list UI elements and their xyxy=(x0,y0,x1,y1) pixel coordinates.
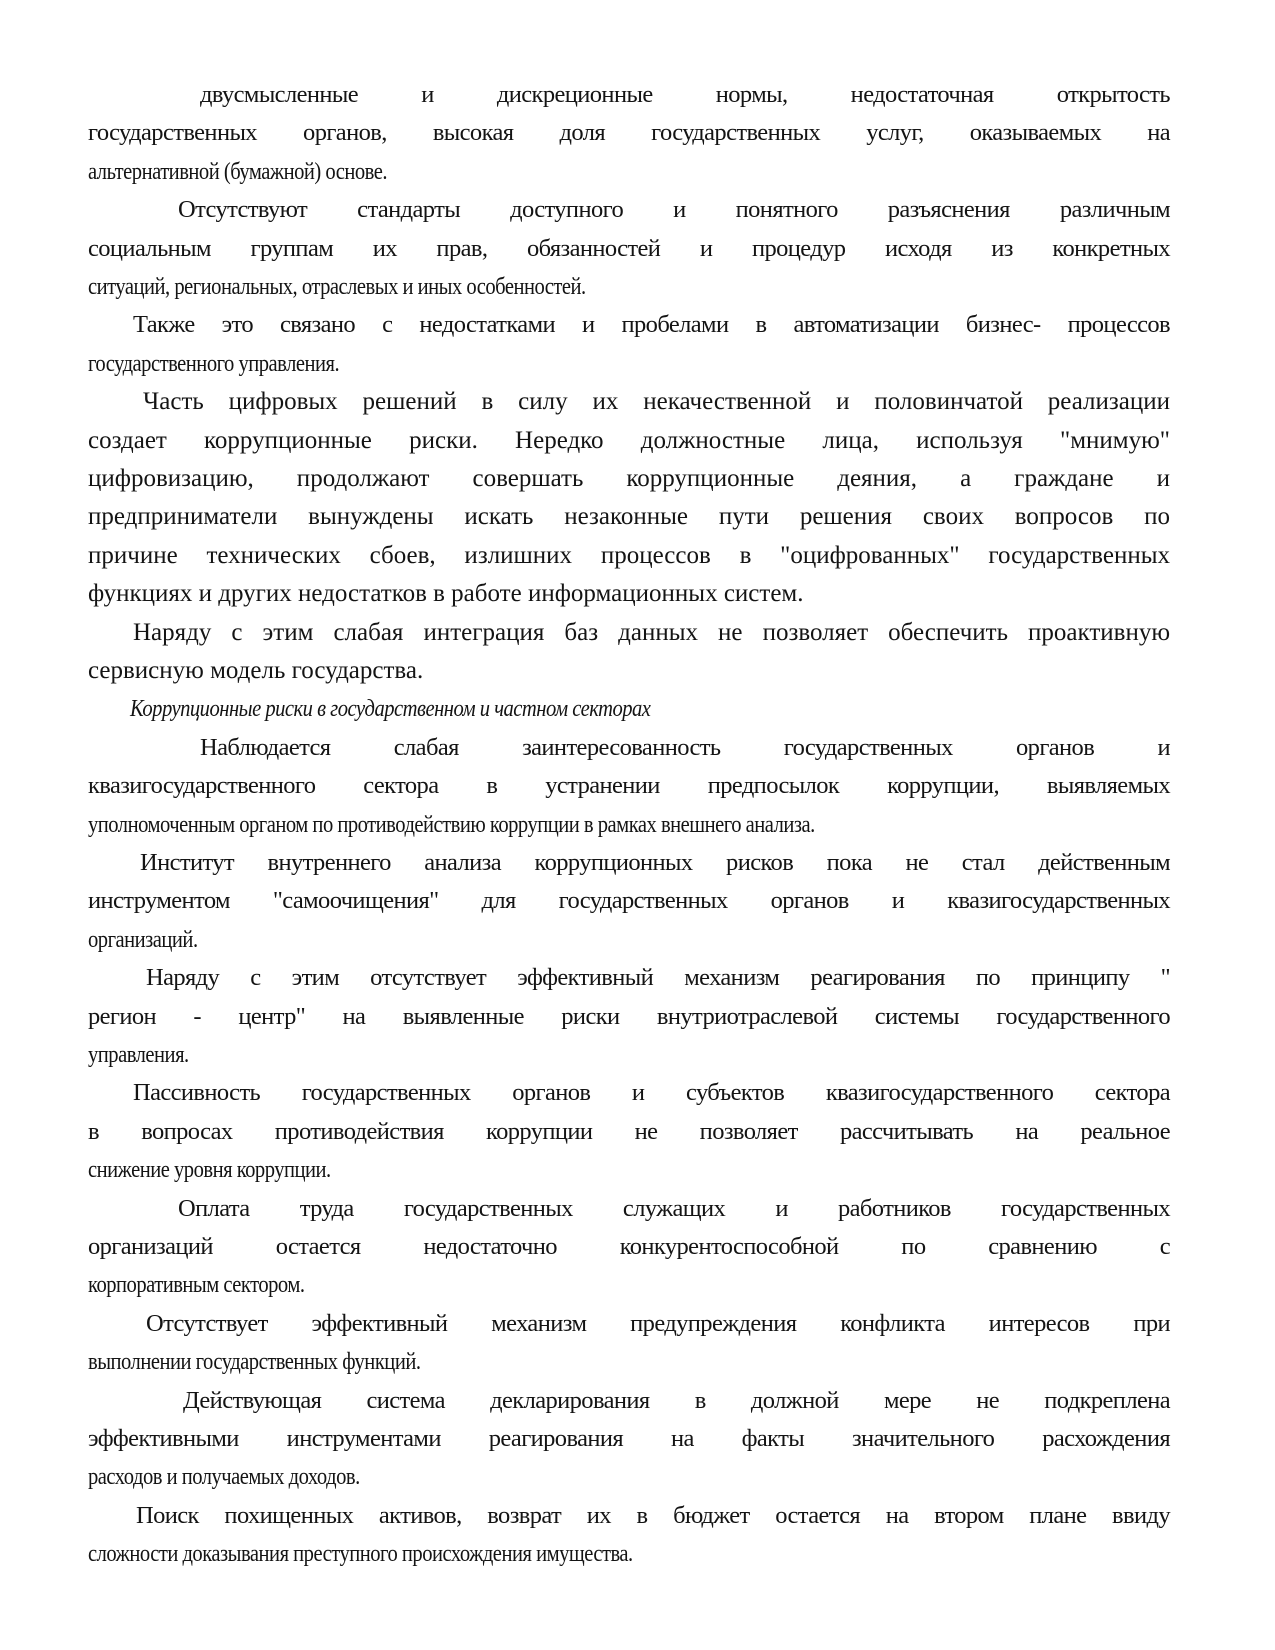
paragraph-line: создает коррупционные риски. Нередко должностные лица, используя "мнимую" xyxy=(88,426,1170,454)
paragraph-line: Оплата труда государственных служащих и работников государственных xyxy=(178,1194,1170,1222)
paragraph-line: государственного управления. xyxy=(88,349,340,377)
paragraph-line: сервисную модель государства. xyxy=(88,657,424,684)
paragraph-line: Наряду с этим слабая интеграция баз данных не позволяет обеспечить проактивную xyxy=(133,618,1170,646)
paragraph-line: управления. xyxy=(88,1041,189,1068)
paragraph-line: Поиск похищенных активов, возврат их в бюджет остается на втором плане ввиду xyxy=(136,1501,1170,1529)
paragraph-line: эффективными инструментами реагирования на факты значительного расхождения xyxy=(88,1425,1170,1452)
paragraph-line: регион - центр" на выявленные риски внутриотраслевой системы государственного xyxy=(88,1002,1170,1030)
paragraph-line: выполнении государственных функций. xyxy=(88,1348,421,1376)
paragraph-line: альтернативной (бумажной) основе. xyxy=(88,157,388,185)
paragraph-line: государственных органов, высокая доля государственных услуг, оказываемых на xyxy=(88,119,1170,147)
paragraph-line: предприниматели вынуждены искать незаконные пути решения своих вопросов по xyxy=(88,503,1170,531)
paragraph-line: Наряду с этим отсутствует эффективный механизм реагирования по принципу " xyxy=(146,964,1170,992)
paragraph-line: расходов и получаемых доходов. xyxy=(88,1463,360,1491)
paragraph-line: двусмысленные и дискреционные нормы, недостаточная открытость xyxy=(200,81,1170,108)
paragraph-line: Отсутствует эффективный механизм предупреждения конфликта интересов при xyxy=(146,1309,1170,1337)
paragraph-line: причине технических сбоев, излишних процессов в "оцифрованных" государственных xyxy=(88,541,1170,569)
heading-text: Коррупционные риски в государственном и частном секторах xyxy=(130,695,651,723)
paragraph-line: Пассивность государственных органов и субъектов квазигосударственного сектора xyxy=(133,1079,1170,1107)
paragraph-line: Отсутствуют стандарты доступного и понятного разъяснения различным xyxy=(178,196,1170,224)
paragraph-line: сложности доказывания преступного происхождения имущества. xyxy=(88,1540,633,1568)
paragraph-line: снижение уровня коррупции. xyxy=(88,1156,331,1184)
paragraph-line: квазигосударственного сектора в устранении предпосылок коррупции, выявляемых xyxy=(88,772,1170,800)
paragraph-line: организаций остается недостаточно конкурентоспособной по сравнению с xyxy=(88,1233,1170,1260)
paragraph-line: Действующая система декларирования в должной мере не подкреплена xyxy=(183,1386,1170,1414)
paragraph-line: Часть цифровых решений в силу их некачественной и половинчатой реализации xyxy=(143,388,1170,416)
paragraph-line: организаций. xyxy=(88,925,198,953)
paragraph-line: в вопросах противодействия коррупции не позволяет рассчитывать на реальное xyxy=(88,1117,1170,1145)
paragraph-line: Также это связано с недостатками и пробелами в автоматизации бизнес- процессов xyxy=(133,311,1170,339)
paragraph-line: уполномоченным органом по противодействию коррупции в рамках внешнего анализа. xyxy=(88,810,815,838)
paragraph-line: инструментом "самоочищения" для государственных органов и квазигосударственных xyxy=(88,887,1170,915)
paragraph-line: социальным группам их прав, обязанностей и процедур исходя из конкретных xyxy=(88,234,1170,262)
paragraph-line: цифровизацию, продолжают совершать коррупционные деяния, а граждане и xyxy=(88,465,1170,492)
paragraph-line: корпоративным сектором. xyxy=(88,1271,305,1299)
paragraph-line: ситуаций, региональных, отраслевых и иных особенностей. xyxy=(88,273,586,300)
paragraph-line: Наблюдается слабая заинтересованность государственных органов и xyxy=(200,733,1170,761)
paragraph-line: Институт внутреннего анализа коррупционных рисков пока не стал действенным xyxy=(140,849,1170,876)
paragraph-line: функциях и других недостатков в работе информационных систем. xyxy=(88,580,804,608)
